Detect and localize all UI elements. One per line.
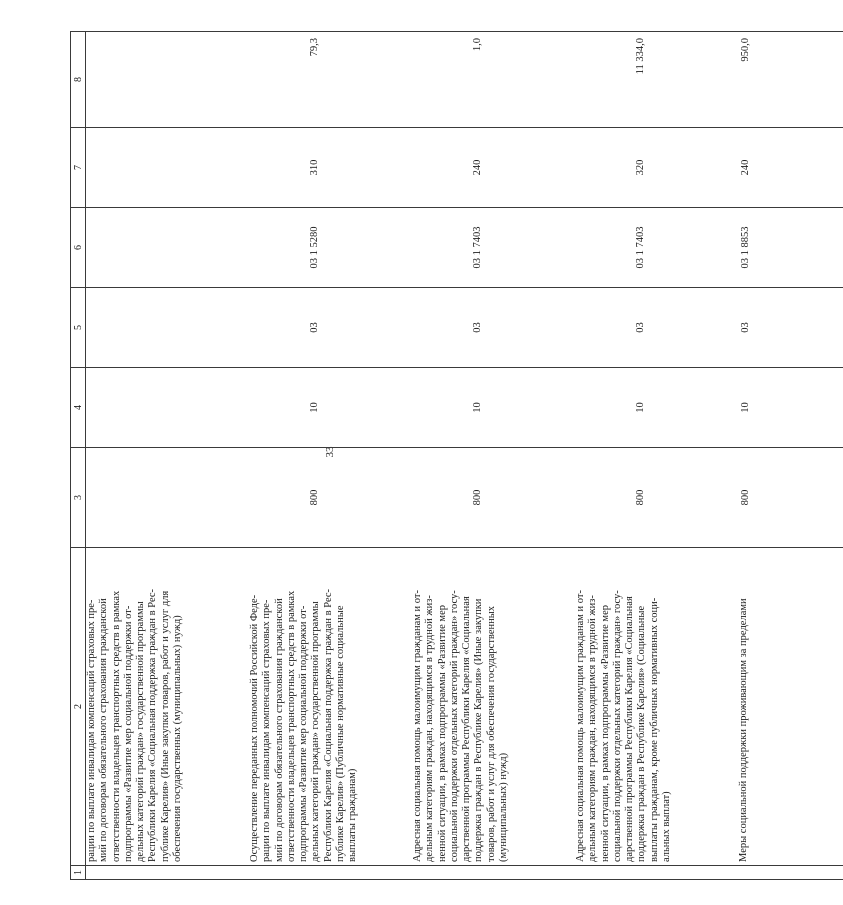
row-cell-c6: 03 1 7403: [412, 208, 575, 288]
row-cell-c7: 240: [412, 128, 575, 208]
row-cell-c3: 800: [575, 448, 738, 548]
row-cell-c3: 800: [412, 448, 575, 548]
row-cell-c4: 10: [412, 368, 575, 448]
description-line: Меры социальной поддержки проживающим за пределами: [738, 598, 749, 862]
description-line: (муниципальных) нужд): [498, 752, 510, 862]
row-cell-c4: 10: [249, 368, 412, 448]
table-row: [249, 32, 412, 880]
description-line: дарственной программы Республики Карелия «Социальная: [461, 596, 473, 862]
description-line: социальной поддержки отдельных категорий граждан» госу-: [448, 590, 460, 862]
description-line: поддержка граждан в Республике Карелия» (Иные закупки: [473, 598, 485, 862]
row-cell-c3: [86, 448, 250, 548]
row-cell-c5: 03: [575, 288, 738, 368]
row-cell-c7: 310: [249, 128, 412, 208]
row-cell-c5: 03: [249, 288, 412, 368]
description-line: обеспечения государственных (муниципальных) нужд): [172, 615, 184, 862]
column-header: 8: [71, 32, 86, 128]
description-line: подпрограммы «Развитие мер социальной поддержки от-: [298, 605, 310, 862]
description-line: Республики Карелия «Социальная поддержка граждан в Рес-: [147, 588, 159, 862]
row-cell-c8: 950,0: [738, 32, 843, 128]
row-cell-c8: 11 334,0: [575, 32, 738, 128]
description-line: Адресная социальная помощь малоимущим гражданам и от-: [575, 590, 586, 862]
row-description-cell: [575, 548, 738, 866]
column-header: 1: [71, 866, 86, 880]
table-row: [738, 32, 843, 880]
row-cell-c6: 03 1 7403: [575, 208, 738, 288]
row-cell-c4: 10: [575, 368, 738, 448]
description-line: социальной поддержки отдельных категорий граждан» госу-: [611, 590, 623, 862]
row-cell-c4: 10: [738, 368, 843, 448]
row-cell-c7: 320: [575, 128, 738, 208]
column-header: 3: [71, 448, 86, 548]
description-line: дельным категориям граждан, находящимся в трудной жиз-: [587, 595, 599, 862]
description-line: ненной ситуации, в рамках подпрограммы «Развитие мер: [599, 605, 611, 862]
row-cell-c4: [86, 368, 250, 448]
description-line: рации по выплате инвалидам компенсаций страховых пре-: [86, 599, 97, 862]
description-line: публике Карелия» (Публичные нормативные социальные: [335, 605, 347, 862]
row-cell-c6: 03 1 8853: [738, 208, 843, 288]
description-line: альных выплат): [661, 791, 673, 862]
table-row: [86, 32, 250, 880]
row-description-cell: [738, 548, 843, 866]
description-line: Адресная социальная помощь малоимущим гражданам и от-: [412, 590, 423, 862]
row-number-cell: [738, 866, 843, 880]
description-line: Осуществление переданных полномочий Российской Феде-: [249, 594, 260, 862]
description-line: дельным категориям граждан, находящимся в трудной жиз-: [424, 595, 436, 862]
column-header: 7: [71, 128, 86, 208]
row-cell-c6: 03 1 5280: [249, 208, 412, 288]
description-line: рации по выплате инвалидам компенсаций страховых пре-: [261, 599, 273, 862]
description-line: мий по договорам обязательного страхования гражданской: [273, 598, 285, 862]
row-number-cell: [575, 866, 738, 880]
row-description-cell: [86, 548, 250, 866]
table-row: [412, 32, 575, 880]
table-row: [575, 32, 738, 880]
description-line: выплаты гражданам, кроме публичных нормативных соци-: [648, 597, 660, 862]
row-number-cell: [412, 866, 575, 880]
description-line: мий по договорам обязательного страхования гражданской: [98, 598, 110, 862]
description-line: дельных категорий граждан» государственной программы: [310, 601, 322, 862]
description-line: публике Карелия» (Иные закупки товаров, работ и услуг для: [159, 590, 171, 862]
row-cell-c3: 800: [738, 448, 843, 548]
table-body: [86, 32, 843, 880]
description-line: ответственности владельцев транспортных средств в рамках: [110, 590, 122, 862]
column-header: 4: [71, 368, 86, 448]
row-number-cell: [86, 866, 250, 880]
row-cell-c3: 800: [249, 448, 412, 548]
row-cell-c5: [86, 288, 250, 368]
row-description-cell: [412, 548, 575, 866]
description-line: подпрограммы «Развитие мер социальной поддержки от-: [122, 605, 134, 862]
description-line: дарственной программы Республики Карелия «Социальная: [624, 596, 636, 862]
description-line: поддержка граждан в Республике Карелия» (Социальные: [636, 605, 648, 862]
row-cell-c8: [86, 32, 250, 128]
row-cell-c5: 03: [412, 288, 575, 368]
row-cell-c8: 1,0: [412, 32, 575, 128]
row-description-cell: [249, 548, 412, 866]
row-cell-c8: 79,3: [249, 32, 412, 128]
column-header: 5: [71, 288, 86, 368]
column-header: 6: [71, 208, 86, 288]
row-cell-c5: 03: [738, 288, 843, 368]
column-header-row: [71, 32, 86, 880]
row-cell-c7: [86, 128, 250, 208]
description-line: Республики Карелия «Социальная поддержка граждан в Рес-: [322, 588, 334, 862]
budget-table: [70, 31, 843, 880]
description-line: дельных категорий граждан» государственной программы: [135, 601, 147, 862]
column-header: 2: [71, 548, 86, 866]
description-line: ответственности владельцев транспортных средств в рамках: [285, 590, 297, 862]
row-number-cell: [249, 866, 412, 880]
description-line: товаров, работ и услуг для обеспечения государственных: [485, 605, 497, 862]
budget-table-page: [70, 32, 751, 880]
row-cell-c7: 240: [738, 128, 843, 208]
rotated-table-container: [70, 32, 751, 880]
row-cell-c6: [86, 208, 250, 288]
description-line: выплаты гражданам): [347, 768, 359, 862]
description-line: ненной ситуации, в рамках подпрограммы «Развитие мер: [436, 605, 448, 862]
page-number: 33: [324, 446, 336, 458]
